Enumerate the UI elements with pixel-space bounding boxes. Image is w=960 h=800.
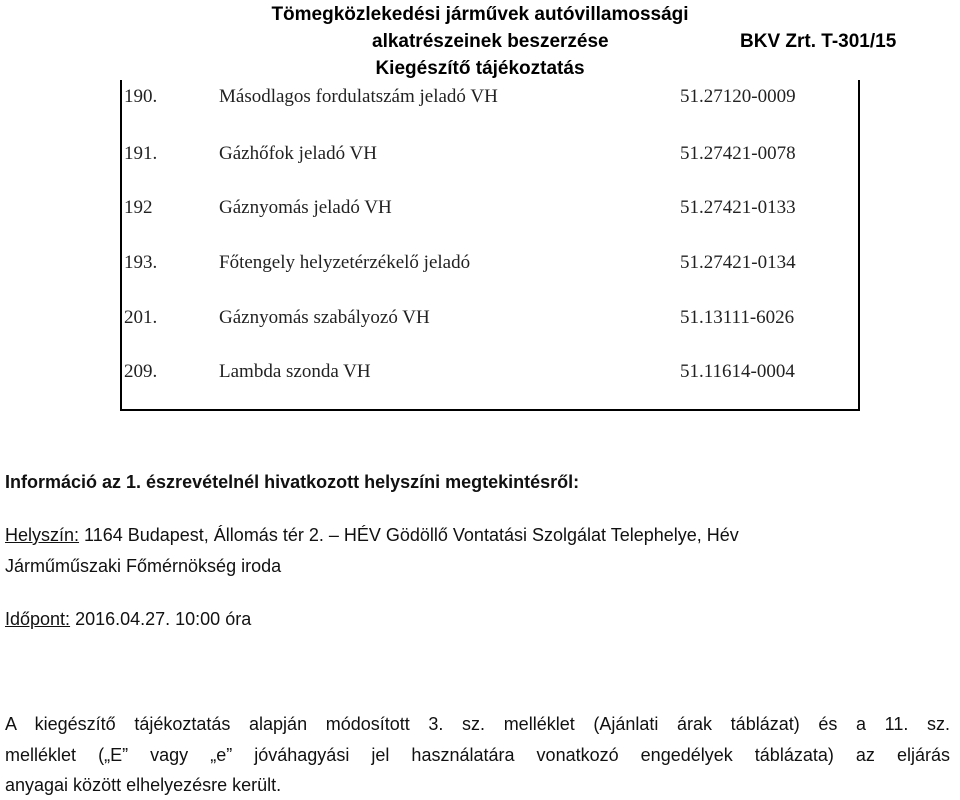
closing-line-1: A kiegészítő tájékoztatás alapján módosított 3. sz. melléklet (Ajánlati árak táblázat) és a 11. sz.: [5, 714, 950, 734]
time-line: [5, 607, 251, 631]
item-name: Gáznyomás szabályozó VH: [219, 307, 430, 328]
item-code: 51.11614-0004: [680, 361, 795, 382]
info-heading: [5, 470, 579, 494]
item-code: 51.27120-0009: [680, 86, 796, 107]
location-label: Helyszín:: [5, 525, 80, 545]
item-name: Lambda szonda VH: [219, 361, 371, 382]
table-row: [122, 82, 858, 112]
item-code: 51.27421-0134: [680, 252, 796, 273]
item-name: Gáznyomás jeladó VH: [219, 197, 392, 218]
header-title-line-2: alkatrészeinek beszerzése: [372, 31, 609, 52]
item-number: 209.: [124, 361, 158, 382]
item-name: Másodlagos fordulatszám jeladó VH: [219, 86, 498, 107]
location-line-1: [5, 523, 739, 547]
info-heading-text: Információ az 1. észrevételnél hivatkozott helyszíni megtekintésről:: [5, 472, 580, 492]
item-code: 51.27421-0133: [680, 197, 796, 218]
item-name: Főtengely helyzetérzékelő jeladó: [219, 252, 471, 273]
item-number: 193.: [124, 252, 158, 273]
item-number: 192: [124, 197, 153, 218]
item-number: 191.: [124, 143, 158, 164]
item-code: 51.13111-6026: [680, 307, 795, 328]
closing-line-3: anyagai között elhelyezésre került.: [5, 775, 282, 795]
item-number: 201.: [124, 307, 158, 328]
item-code: 51.27421-0078: [680, 143, 796, 164]
table-row: [122, 248, 858, 278]
table-row: [122, 193, 858, 223]
header-reference: BKV Zrt. T-301/15: [740, 31, 897, 52]
parts-table: [120, 80, 860, 411]
location-value: 1164 Budapest, Állomás tér 2. – HÉV Gödöllő Vontatási Szolgálat Telephelye, Hév: [79, 525, 739, 545]
time-value: 2016.04.27. 10:00 óra: [70, 609, 252, 629]
location-line-2: Járműműszaki Főmérnökség iroda: [5, 556, 282, 576]
table-row: [122, 303, 858, 333]
table-row: [122, 357, 858, 387]
header-title-line-1: Tömegközlekedési járművek autóvillamossági: [271, 4, 689, 25]
item-name: Gázhőfok jeladó VH: [219, 143, 377, 164]
closing-line-2: melléklet („E” vagy „e” jóváhagyási jel használatára vonatkozó engedélyek táblázata) az eljárás: [5, 745, 950, 765]
item-number: 190.: [124, 86, 158, 107]
header-subtitle: Kiegészítő tájékoztatás: [375, 58, 585, 79]
time-label: Időpont:: [5, 609, 71, 629]
table-row: [122, 139, 858, 169]
